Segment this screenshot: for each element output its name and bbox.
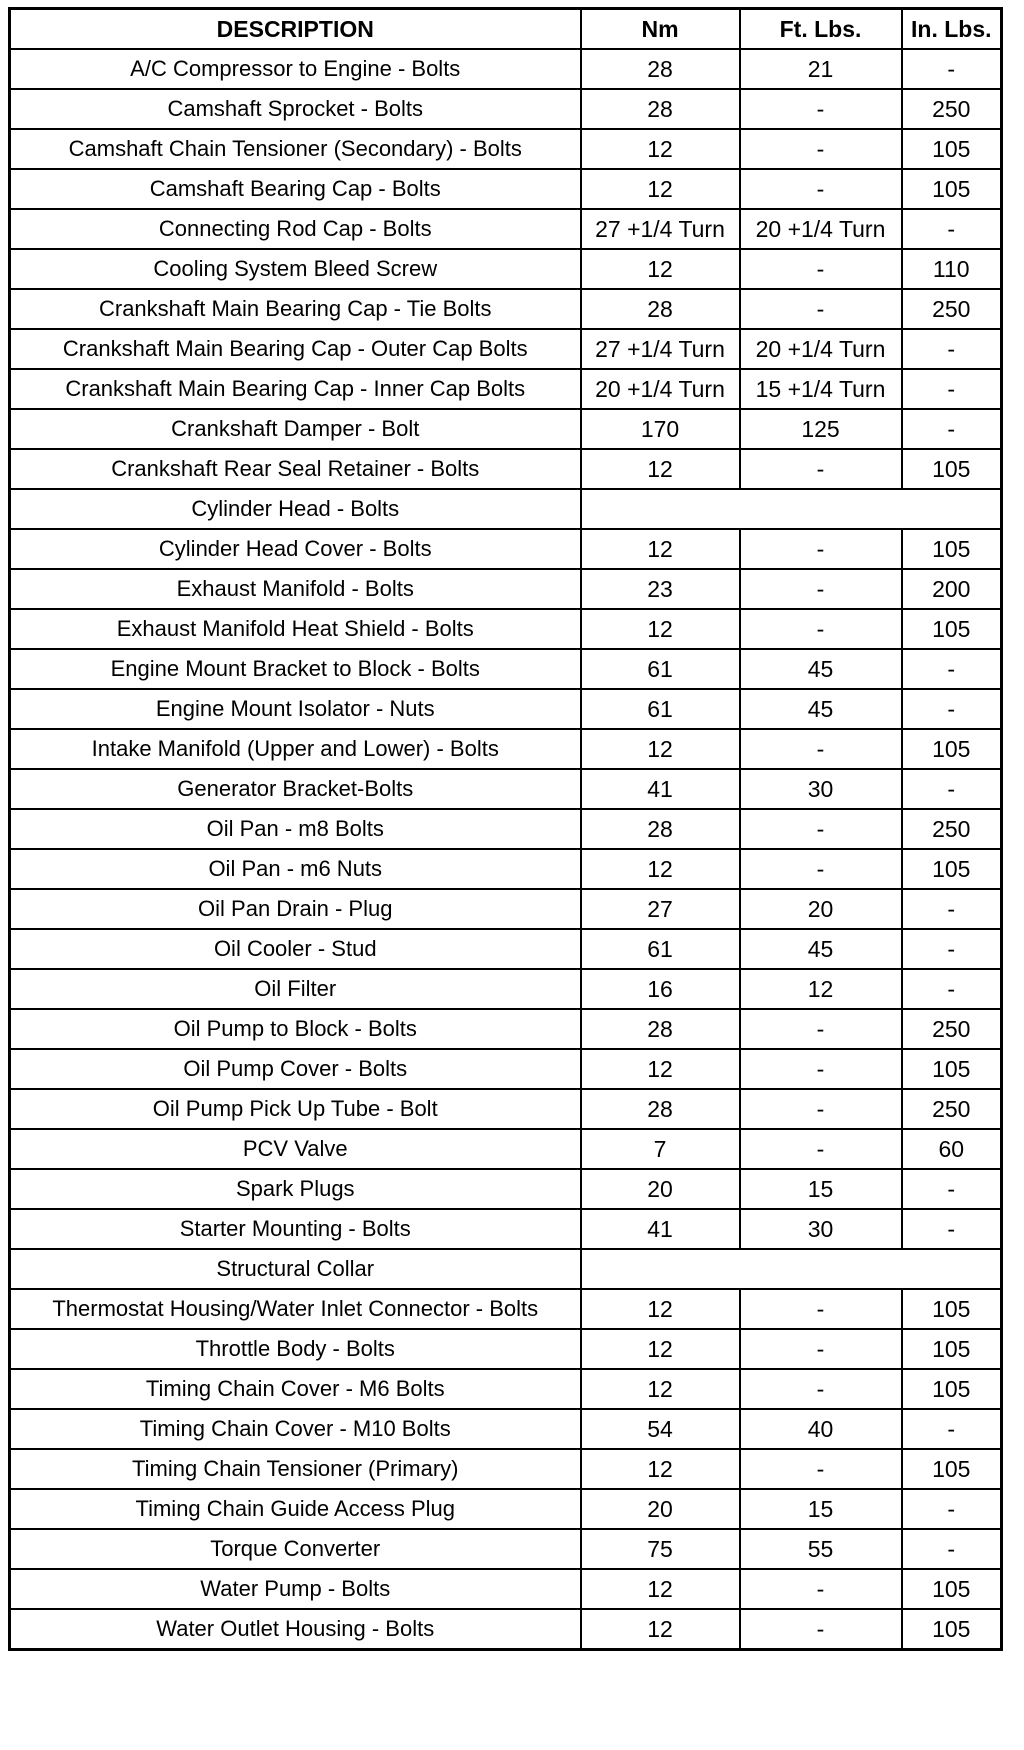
cell-nm: 12 (581, 1049, 740, 1089)
table-row (10, 1129, 1002, 1169)
table-row (10, 1049, 1002, 1089)
cell-ft-lbs: 30 (740, 1209, 902, 1249)
cell-ft-lbs: - (740, 1449, 902, 1489)
cell-description: Oil Pan - m8 Bolts (10, 809, 581, 849)
cell-in-lbs: 250 (902, 89, 1002, 129)
table-row (10, 289, 1002, 329)
table-row (10, 1529, 1002, 1569)
cell-nm: 20 (581, 1169, 740, 1209)
cell-ft-lbs: - (740, 809, 902, 849)
cell-description: Exhaust Manifold - Bolts (10, 569, 581, 609)
cell-ft-lbs: - (740, 569, 902, 609)
cell-nm: 41 (581, 769, 740, 809)
table-row (10, 729, 1002, 769)
header-nm: Nm (581, 9, 740, 50)
cell-in-lbs: - (902, 1209, 1002, 1249)
cell-description: Crankshaft Rear Seal Retainer - Bolts (10, 449, 581, 489)
cell-ft-lbs: - (740, 609, 902, 649)
table-row (10, 529, 1002, 569)
cell-description: Camshaft Bearing Cap - Bolts (10, 169, 581, 209)
cell-in-lbs: 105 (902, 1449, 1002, 1489)
cell-in-lbs: - (902, 369, 1002, 409)
cell-ft-lbs: 45 (740, 649, 902, 689)
table-row (10, 1569, 1002, 1609)
cell-nm: 61 (581, 649, 740, 689)
cell-values-empty (581, 1249, 1002, 1289)
cell-ft-lbs: - (740, 1369, 902, 1409)
cell-nm: 61 (581, 689, 740, 729)
cell-in-lbs: 250 (902, 1009, 1002, 1049)
table-row (10, 1009, 1002, 1049)
cell-description: Oil Cooler - Stud (10, 929, 581, 969)
table-row (10, 1169, 1002, 1209)
cell-nm: 27 (581, 889, 740, 929)
cell-in-lbs: 105 (902, 849, 1002, 889)
cell-description: Water Pump - Bolts (10, 1569, 581, 1609)
cell-in-lbs: 105 (902, 129, 1002, 169)
table-row (10, 449, 1002, 489)
cell-description: Engine Mount Isolator - Nuts (10, 689, 581, 729)
cell-nm: 12 (581, 1569, 740, 1609)
cell-description: PCV Valve (10, 1129, 581, 1169)
cell-in-lbs: 105 (902, 1369, 1002, 1409)
table-row (10, 1209, 1002, 1249)
cell-description: Camshaft Sprocket - Bolts (10, 89, 581, 129)
cell-description: Water Outlet Housing - Bolts (10, 1609, 581, 1650)
table-row (10, 889, 1002, 929)
table-row (10, 489, 1002, 529)
cell-nm: 54 (581, 1409, 740, 1449)
table-row (10, 609, 1002, 649)
header-in-lbs: In. Lbs. (902, 9, 1002, 50)
cell-description: Oil Pump to Block - Bolts (10, 1009, 581, 1049)
cell-description: Engine Mount Bracket to Block - Bolts (10, 649, 581, 689)
table-row (10, 929, 1002, 969)
cell-description: Oil Pan Drain - Plug (10, 889, 581, 929)
cell-ft-lbs: - (740, 1329, 902, 1369)
cell-ft-lbs: - (740, 249, 902, 289)
cell-ft-lbs: - (740, 289, 902, 329)
cell-ft-lbs: - (740, 1569, 902, 1609)
cell-nm: 20 +1/4 Turn (581, 369, 740, 409)
table-row (10, 1249, 1002, 1289)
torque-spec-table (8, 7, 1003, 1651)
table-row (10, 809, 1002, 849)
cell-description: Exhaust Manifold Heat Shield - Bolts (10, 609, 581, 649)
cell-in-lbs: - (902, 649, 1002, 689)
cell-values-empty (581, 489, 1002, 529)
table-row (10, 1369, 1002, 1409)
cell-nm: 12 (581, 169, 740, 209)
cell-in-lbs: 200 (902, 569, 1002, 609)
cell-in-lbs: 105 (902, 1049, 1002, 1089)
cell-description: Connecting Rod Cap - Bolts (10, 209, 581, 249)
cell-ft-lbs: - (740, 1009, 902, 1049)
cell-description: Oil Pump Cover - Bolts (10, 1049, 581, 1089)
cell-ft-lbs: - (740, 729, 902, 769)
cell-in-lbs: - (902, 969, 1002, 1009)
cell-in-lbs: 250 (902, 809, 1002, 849)
table-row (10, 769, 1002, 809)
cell-description: Intake Manifold (Upper and Lower) - Bolts (10, 729, 581, 769)
cell-ft-lbs: 15 (740, 1489, 902, 1529)
cell-description: Crankshaft Damper - Bolt (10, 409, 581, 449)
table-row (10, 89, 1002, 129)
cell-ft-lbs: 20 (740, 889, 902, 929)
cell-description: Throttle Body - Bolts (10, 1329, 581, 1369)
cell-nm: 12 (581, 1609, 740, 1650)
cell-ft-lbs: - (740, 849, 902, 889)
cell-nm: 16 (581, 969, 740, 1009)
cell-description: Crankshaft Main Bearing Cap - Inner Cap Bolts (10, 369, 581, 409)
cell-in-lbs: 105 (902, 529, 1002, 569)
table-row (10, 1329, 1002, 1369)
cell-nm: 28 (581, 1089, 740, 1129)
cell-in-lbs: - (902, 1529, 1002, 1569)
cell-ft-lbs: 125 (740, 409, 902, 449)
table-header (10, 9, 1002, 50)
cell-nm: 20 (581, 1489, 740, 1529)
cell-in-lbs: - (902, 889, 1002, 929)
cell-nm: 41 (581, 1209, 740, 1249)
cell-nm: 23 (581, 569, 740, 609)
cell-ft-lbs: 45 (740, 689, 902, 729)
cell-in-lbs: - (902, 209, 1002, 249)
cell-in-lbs: 105 (902, 729, 1002, 769)
table-row (10, 369, 1002, 409)
cell-description: Spark Plugs (10, 1169, 581, 1209)
cell-nm: 28 (581, 809, 740, 849)
cell-in-lbs: 105 (902, 609, 1002, 649)
cell-in-lbs: 110 (902, 249, 1002, 289)
cell-nm: 61 (581, 929, 740, 969)
table-row (10, 689, 1002, 729)
cell-description: Crankshaft Main Bearing Cap - Tie Bolts (10, 289, 581, 329)
cell-in-lbs: - (902, 1169, 1002, 1209)
cell-in-lbs: 60 (902, 1129, 1002, 1169)
table-row (10, 49, 1002, 89)
table-row (10, 569, 1002, 609)
cell-nm: 12 (581, 249, 740, 289)
table-row (10, 129, 1002, 169)
cell-in-lbs: 105 (902, 169, 1002, 209)
table-row (10, 1089, 1002, 1129)
cell-ft-lbs: 45 (740, 929, 902, 969)
table-row (10, 209, 1002, 249)
table-row (10, 1409, 1002, 1449)
table-row (10, 1489, 1002, 1529)
cell-description: Generator Bracket-Bolts (10, 769, 581, 809)
cell-description: A/C Compressor to Engine - Bolts (10, 49, 581, 89)
cell-nm: 28 (581, 89, 740, 129)
cell-in-lbs: 250 (902, 289, 1002, 329)
cell-nm: 12 (581, 1369, 740, 1409)
header-description: DESCRIPTION (10, 9, 581, 50)
cell-ft-lbs: - (740, 449, 902, 489)
cell-ft-lbs: - (740, 1089, 902, 1129)
cell-nm: 12 (581, 529, 740, 569)
cell-ft-lbs: 15 +1/4 Turn (740, 369, 902, 409)
cell-description: Starter Mounting - Bolts (10, 1209, 581, 1249)
cell-in-lbs: - (902, 689, 1002, 729)
cell-ft-lbs: - (740, 1289, 902, 1329)
cell-nm: 28 (581, 289, 740, 329)
cell-nm: 12 (581, 449, 740, 489)
cell-ft-lbs: - (740, 1129, 902, 1169)
cell-nm: 12 (581, 1329, 740, 1369)
table-row (10, 1289, 1002, 1329)
cell-ft-lbs: 40 (740, 1409, 902, 1449)
cell-nm: 28 (581, 1009, 740, 1049)
cell-description: Timing Chain Tensioner (Primary) (10, 1449, 581, 1489)
table-row (10, 969, 1002, 1009)
cell-nm: 27 +1/4 Turn (581, 209, 740, 249)
cell-nm: 27 +1/4 Turn (581, 329, 740, 369)
cell-description: Thermostat Housing/Water Inlet Connector - Bolts (10, 1289, 581, 1329)
cell-nm: 75 (581, 1529, 740, 1569)
cell-in-lbs: 250 (902, 1089, 1002, 1129)
cell-description: Oil Pump Pick Up Tube - Bolt (10, 1089, 581, 1129)
cell-nm: 12 (581, 849, 740, 889)
cell-description: Timing Chain Guide Access Plug (10, 1489, 581, 1529)
cell-ft-lbs: - (740, 1609, 902, 1650)
cell-ft-lbs: - (740, 169, 902, 209)
cell-in-lbs: 105 (902, 1289, 1002, 1329)
cell-ft-lbs: 12 (740, 969, 902, 1009)
cell-in-lbs: - (902, 1489, 1002, 1529)
cell-nm: 12 (581, 729, 740, 769)
table-row (10, 649, 1002, 689)
cell-description: Torque Converter (10, 1529, 581, 1569)
cell-ft-lbs: 15 (740, 1169, 902, 1209)
cell-description: Cylinder Head Cover - Bolts (10, 529, 581, 569)
cell-ft-lbs: - (740, 129, 902, 169)
cell-nm: 28 (581, 49, 740, 89)
table-row (10, 1449, 1002, 1489)
cell-nm: 7 (581, 1129, 740, 1169)
table-row (10, 169, 1002, 209)
table-row (10, 409, 1002, 449)
cell-in-lbs: - (902, 769, 1002, 809)
cell-ft-lbs: 20 +1/4 Turn (740, 209, 902, 249)
cell-in-lbs: 105 (902, 449, 1002, 489)
cell-ft-lbs: 21 (740, 49, 902, 89)
table-row (10, 1609, 1002, 1650)
cell-nm: 12 (581, 1289, 740, 1329)
cell-description: Camshaft Chain Tensioner (Secondary) - Bolts (10, 129, 581, 169)
cell-description: Cylinder Head - Bolts (10, 489, 581, 529)
header-row (10, 9, 1002, 50)
cell-in-lbs: - (902, 49, 1002, 89)
table-row (10, 249, 1002, 289)
cell-description: Oil Filter (10, 969, 581, 1009)
cell-ft-lbs: 20 +1/4 Turn (740, 329, 902, 369)
cell-nm: 12 (581, 1449, 740, 1489)
cell-description: Cooling System Bleed Screw (10, 249, 581, 289)
cell-description: Timing Chain Cover - M10 Bolts (10, 1409, 581, 1449)
cell-nm: 12 (581, 129, 740, 169)
header-ft-lbs: Ft. Lbs. (740, 9, 902, 50)
cell-description: Timing Chain Cover - M6 Bolts (10, 1369, 581, 1409)
cell-in-lbs: 105 (902, 1329, 1002, 1369)
cell-description: Structural Collar (10, 1249, 581, 1289)
cell-ft-lbs: 30 (740, 769, 902, 809)
cell-ft-lbs: 55 (740, 1529, 902, 1569)
cell-nm: 12 (581, 609, 740, 649)
cell-in-lbs: 105 (902, 1609, 1002, 1650)
table-row (10, 329, 1002, 369)
table-body (10, 49, 1002, 1650)
cell-ft-lbs: - (740, 89, 902, 129)
cell-description: Crankshaft Main Bearing Cap - Outer Cap Bolts (10, 329, 581, 369)
cell-in-lbs: - (902, 329, 1002, 369)
cell-in-lbs: - (902, 1409, 1002, 1449)
cell-description: Oil Pan - m6 Nuts (10, 849, 581, 889)
cell-nm: 170 (581, 409, 740, 449)
cell-ft-lbs: - (740, 529, 902, 569)
table-row (10, 849, 1002, 889)
cell-ft-lbs: - (740, 1049, 902, 1089)
cell-in-lbs: - (902, 409, 1002, 449)
cell-in-lbs: 105 (902, 1569, 1002, 1609)
cell-in-lbs: - (902, 929, 1002, 969)
